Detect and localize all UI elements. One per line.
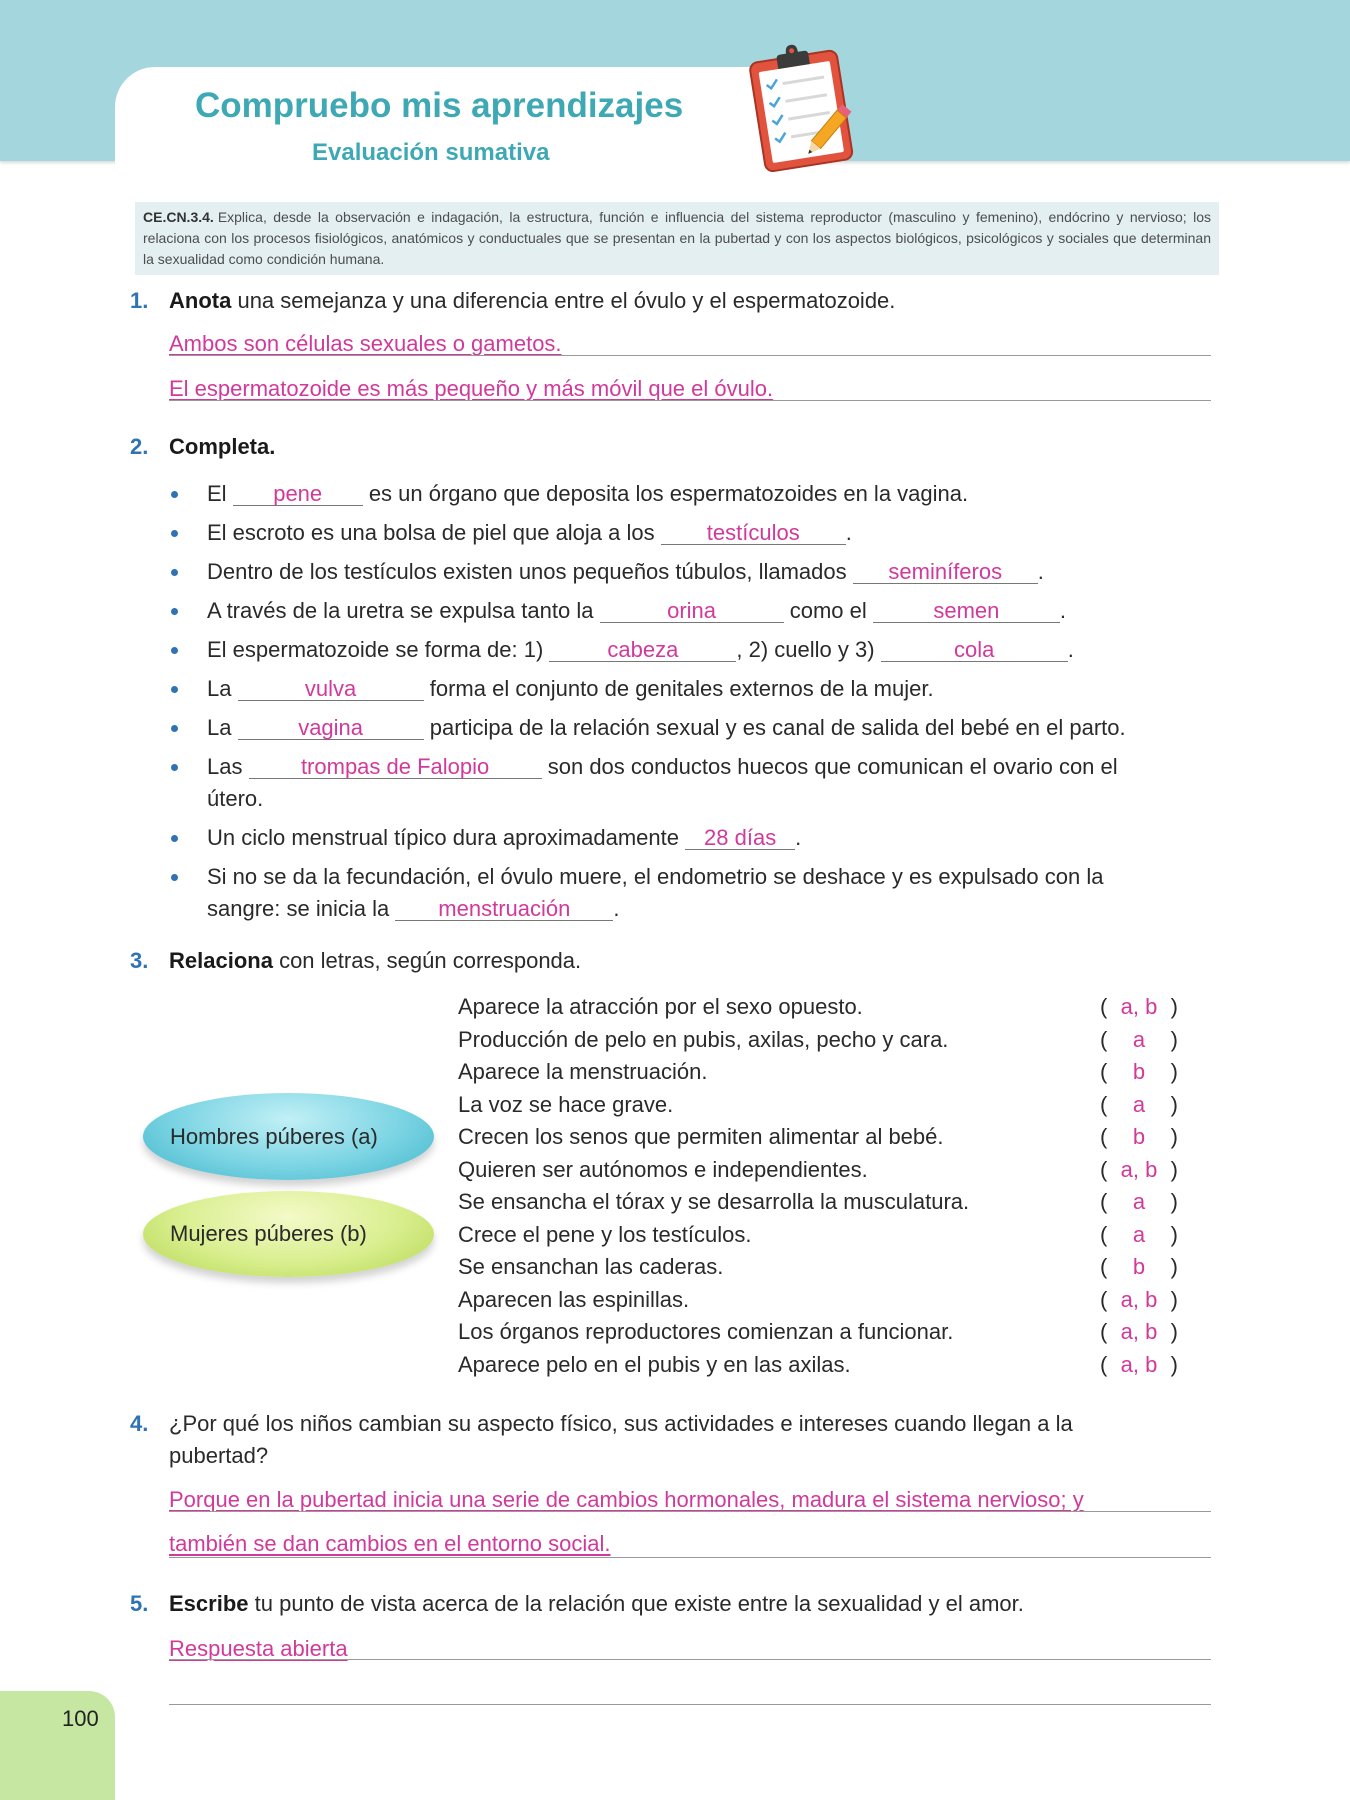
- match-item: Se ensanchan las caderas.: [458, 1254, 724, 1279]
- item-text: , 2) cuello y 3): [736, 637, 875, 662]
- item-text: sangre: se inicia la: [207, 896, 390, 921]
- item-text: .: [613, 896, 620, 921]
- match-answer: [1100, 1156, 1178, 1184]
- paren-open: (: [1100, 1254, 1108, 1279]
- bullet: [171, 491, 178, 498]
- match-letters: a, b: [1120, 1157, 1158, 1182]
- answer-line: también se dan cambios en el entorno social.: [169, 1531, 611, 1556]
- answer-blank: menstruación: [395, 898, 613, 921]
- bullet: [171, 686, 178, 693]
- question-1: [130, 287, 895, 315]
- question-4: [130, 1410, 1073, 1438]
- match-answer: [1100, 1123, 1178, 1151]
- match-item: La voz se hace grave.: [458, 1092, 674, 1117]
- match-letters: a, b: [1120, 1352, 1158, 1377]
- item-text: como el: [789, 598, 867, 623]
- answer-blank: trompas de Falopio: [249, 756, 542, 779]
- match-item: Aparecen las espinillas.: [458, 1287, 690, 1312]
- answer-blank: orina: [600, 600, 784, 623]
- item-text: son dos conductos huecos que comunican el ovario con el: [547, 754, 1118, 779]
- complete-item: [171, 558, 1044, 586]
- bullet: [171, 835, 178, 842]
- bullet: [171, 569, 178, 576]
- paren-open: (: [1100, 1092, 1108, 1117]
- match-letters: a: [1132, 1189, 1146, 1214]
- answer-line: Porque en la pubertad inicia una serie de cambios hormonales, madura el sistema nervioso; y: [169, 1487, 1084, 1512]
- answer-blank: seminíferos: [853, 561, 1038, 584]
- match-letters: a, b: [1120, 994, 1158, 1019]
- paren-close: ): [1170, 1352, 1178, 1377]
- complete-item: [171, 714, 1126, 742]
- match-item: Producción de pelo en pubis, axilas, pecho y cara.: [458, 1027, 949, 1052]
- match-answer: [1100, 1221, 1178, 1249]
- bullet: [171, 608, 178, 615]
- question-prompt-continuation: pubertad?: [169, 1443, 269, 1468]
- match-letters: a, b: [1120, 1287, 1158, 1312]
- paren-close: ): [1170, 1027, 1178, 1052]
- item-text: .: [795, 825, 802, 850]
- paren-open: (: [1100, 1059, 1108, 1084]
- match-answer: [1100, 993, 1178, 1021]
- paren-close: ): [1170, 1059, 1178, 1084]
- paren-open: (: [1100, 1352, 1108, 1377]
- item-text: forma el conjunto de genitales externos de la mujer.: [429, 676, 934, 701]
- question-prompt: Completa.: [169, 434, 276, 459]
- question-prompt: tu punto de vista acerca de la relación que existe entre la sexualidad y el amor.: [254, 1591, 1024, 1616]
- bullet: [171, 725, 178, 732]
- item-text: .: [1037, 559, 1044, 584]
- match-letters: a: [1132, 1092, 1146, 1117]
- page-subtitle: Evaluación sumativa: [312, 139, 550, 166]
- clipboard: [747, 40, 853, 172]
- answer-line: Respuesta abierta: [169, 1636, 348, 1661]
- question-5: [130, 1590, 1024, 1618]
- match-item: Aparece pelo en el pubis y en las axilas.: [458, 1352, 851, 1377]
- paren-close: ): [1170, 1189, 1178, 1214]
- match-item: Crece el pene y los testículos.: [458, 1222, 752, 1247]
- answer-blank: 28 días: [685, 827, 795, 850]
- answer-rule: [169, 1659, 1211, 1660]
- item-text: .: [845, 520, 852, 545]
- item-text: La: [207, 715, 232, 740]
- item-text: .: [1059, 598, 1066, 623]
- paren-open: (: [1100, 1027, 1108, 1052]
- clipboard-icon: [735, 40, 867, 176]
- match-item: Crecen los senos que permiten alimentar al bebé.: [458, 1124, 944, 1149]
- match-item: Aparece la atracción por el sexo opuesto.: [458, 994, 863, 1019]
- group-label: Hombres púberes (a): [170, 1123, 378, 1149]
- bullet: [171, 647, 178, 654]
- item-text: es un órgano que deposita los espermatozoides en la vagina.: [368, 481, 969, 506]
- item-text: A través de la uretra se expulsa tanto la: [207, 598, 594, 623]
- question-number: 5.: [130, 1591, 149, 1616]
- match-answer: [1100, 1058, 1178, 1086]
- paren-close: ): [1170, 1287, 1178, 1312]
- item-text: Si no se da la fecundación, el óvulo muere, el endometrio se deshace y es expulsado con la: [207, 864, 1104, 889]
- complete-item: [171, 597, 1066, 625]
- question-number: 3.: [130, 948, 149, 973]
- paren-close: ): [1170, 1157, 1178, 1182]
- complete-item: [171, 753, 1118, 781]
- item-text: El: [207, 481, 227, 506]
- match-answer: [1100, 1091, 1178, 1119]
- complete-item: [171, 675, 934, 703]
- group-oval-boys: [143, 1093, 434, 1180]
- item-text: Un ciclo menstrual típico dura aproximadamente: [207, 825, 680, 850]
- paren-open: (: [1100, 1222, 1108, 1247]
- answer-line: Ambos son células sexuales o gametos.: [169, 331, 562, 356]
- complete-item: [171, 863, 1103, 891]
- question-2: [130, 433, 275, 461]
- complete-item-continuation: [207, 895, 619, 923]
- answer-blank: cola: [881, 639, 1068, 662]
- item-text: .: [1067, 637, 1074, 662]
- match-letters: b: [1132, 1124, 1146, 1149]
- match-item: Se ensancha el tórax y se desarrolla la musculatura.: [458, 1189, 970, 1214]
- item-text: participa de la relación sexual y es canal de salida del bebé en el parto.: [429, 715, 1126, 740]
- paren-open: (: [1100, 1319, 1108, 1344]
- complete-item: [171, 480, 968, 508]
- match-answer: [1100, 1026, 1178, 1054]
- answer-blank: semen: [873, 600, 1060, 623]
- bullet: [171, 530, 178, 537]
- complete-item-continuation: útero.: [207, 786, 264, 811]
- complete-item: [171, 824, 801, 852]
- answer-rule: [169, 400, 1211, 401]
- complete-item: [171, 636, 1074, 664]
- group-oval-girls: [143, 1191, 434, 1277]
- item-text: El escroto es una bolsa de piel que aloja a los: [207, 520, 655, 545]
- question-verb: Anota: [169, 288, 232, 313]
- answer-blank: vagina: [238, 717, 424, 740]
- answer-blank: vulva: [238, 678, 424, 701]
- question-prompt: con letras, según corresponda.: [279, 948, 582, 973]
- question-number: 4.: [130, 1411, 149, 1436]
- paren-close: ): [1170, 1092, 1178, 1117]
- question-prompt: una semejanza y una diferencia entre el óvulo y el espermatozoide.: [237, 288, 896, 313]
- item-text: El espermatozoide se forma de: 1): [207, 637, 544, 662]
- criterion-code: CE.CN.3.4.: [143, 209, 214, 225]
- question-number: 1.: [130, 288, 149, 313]
- criterion-text: Explica, desde la observación e indagación, la estructura, función e influencia del sistema reproductor (masculino y femenino), endócrino y nervioso; los relaciona con los procesos fisiológicos, anatómicos y conductuales que se presentan en la pubertad y con los aspectos biológicos, psicológicos y sociales que determinan la sexualidad como condición humana.: [143, 209, 1211, 267]
- criterion-box: [135, 202, 1219, 275]
- paren-open: (: [1100, 1124, 1108, 1149]
- match-item: Aparece la menstruación.: [458, 1059, 708, 1084]
- question-number: 2.: [130, 434, 149, 459]
- question-3: [130, 947, 581, 975]
- paren-open: (: [1100, 1287, 1108, 1312]
- answer-blank: pene: [233, 483, 363, 506]
- clipboard-paper: [759, 61, 845, 163]
- paren-close: ): [1170, 1222, 1178, 1247]
- bullet: [171, 874, 178, 881]
- answer-blank: cabeza: [549, 639, 736, 662]
- match-answer: [1100, 1286, 1178, 1314]
- page-title: Compruebo mis aprendizajes: [195, 86, 684, 125]
- paren-open: (: [1100, 994, 1108, 1019]
- match-answer: [1100, 1351, 1178, 1379]
- paren-close: ): [1170, 994, 1178, 1019]
- match-letters: b: [1132, 1254, 1146, 1279]
- paren-close: ): [1170, 1254, 1178, 1279]
- question-verb: Escribe: [169, 1591, 249, 1616]
- page-number: 100: [62, 1706, 99, 1731]
- match-item: Los órganos reproductores comienzan a funcionar.: [458, 1319, 954, 1344]
- paren-open: (: [1100, 1157, 1108, 1182]
- item-text: Dentro de los testículos existen unos pequeños túbulos, llamados: [207, 559, 847, 584]
- match-answer: [1100, 1253, 1178, 1281]
- group-label: Mujeres púberes (b): [170, 1221, 367, 1246]
- match-letters: a: [1132, 1222, 1146, 1247]
- question-prompt: ¿Por qué los niños cambian su aspecto físico, sus actividades e intereses cuando llegan a la: [169, 1411, 1073, 1436]
- answer-blank: testículos: [661, 522, 846, 545]
- page-number-tab: [0, 1691, 115, 1800]
- paren-close: ): [1170, 1319, 1178, 1344]
- match-letters: a, b: [1120, 1319, 1158, 1344]
- answer-rule: [169, 1511, 1211, 1512]
- complete-item: [171, 519, 852, 547]
- match-answer: [1100, 1318, 1178, 1346]
- match-letters: b: [1132, 1059, 1146, 1084]
- paren-close: ): [1170, 1124, 1178, 1149]
- question-verb: Relaciona: [169, 948, 273, 973]
- answer-line: El espermatozoide es más pequeño y más móvil que el óvulo.: [169, 376, 774, 401]
- bullet: [171, 764, 178, 771]
- item-text: La: [207, 676, 232, 701]
- match-answer: [1100, 1188, 1178, 1216]
- paren-open: (: [1100, 1189, 1108, 1214]
- answer-rule: [169, 355, 1211, 356]
- answer-rule: [169, 1704, 1211, 1705]
- match-letters: a: [1132, 1027, 1146, 1052]
- match-item: Quieren ser autónomos e independientes.: [458, 1157, 868, 1182]
- item-text: Las: [207, 754, 243, 779]
- answer-rule: [169, 1557, 1211, 1558]
